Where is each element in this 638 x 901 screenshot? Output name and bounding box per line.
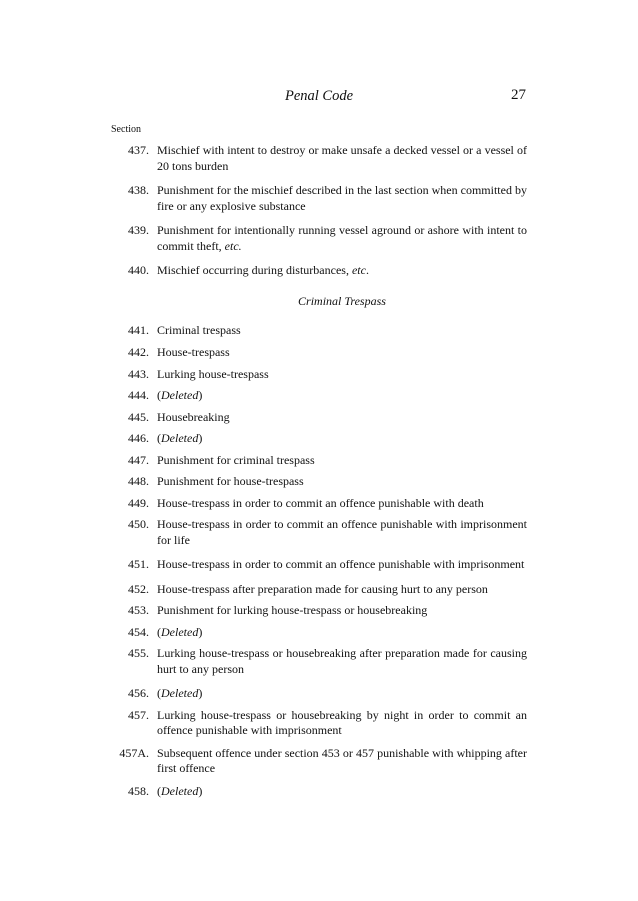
section-title: Subsequent offence under section 453 or 457 punishable with whipping after first offence: [157, 745, 527, 775]
section-number: 438.: [128, 183, 149, 197]
section-number: 440.: [128, 263, 149, 277]
section-entry: [111, 625, 527, 641]
section-title: [157, 223, 527, 254]
section-title-text: Punishment for intentionally running vessel aground or ashore with intent to commit theft,: [157, 223, 527, 253]
section-title: House-trespass in order to commit an offence punishable with imprisonment: [157, 557, 525, 571]
section-title: Criminal trespass: [157, 322, 241, 337]
section-entry: [111, 323, 527, 339]
section-number: 457.: [128, 707, 149, 722]
section-number: 455.: [128, 646, 149, 660]
page-number: 27: [511, 87, 526, 103]
section-number: 458.: [128, 783, 149, 798]
section-entry: [111, 686, 527, 702]
section-entry: [111, 646, 527, 677]
section-column-label: Section: [111, 124, 141, 135]
section-entry: [111, 223, 527, 254]
section-title: Mischief with intent to destroy or make unsafe a decked vessel or a vessel of 20 tons burden: [157, 143, 527, 173]
section-title: Lurking house-trespass or housebreaking by night in order to commit an offence punishable with imprisonment: [157, 707, 527, 737]
section-number: 439.: [128, 223, 149, 237]
section-entry: [111, 183, 527, 214]
section-title-italic: etc.: [224, 238, 242, 253]
section-number: 456.: [128, 686, 149, 700]
section-entry: [111, 474, 527, 490]
section-entry: [111, 388, 527, 404]
section-entry: [111, 453, 527, 469]
section-title: Mischief occurring during disturbances, etc.: [157, 263, 369, 277]
section-title: (Deleted): [157, 686, 203, 700]
section-number: 451.: [128, 557, 149, 571]
section-title: House-trespass after preparation made for causing hurt to any person: [157, 581, 488, 596]
section-entry: [111, 582, 527, 598]
section-entry: [111, 263, 527, 279]
section-entry: [111, 603, 527, 619]
section-number: 452.: [128, 581, 149, 596]
section-entry: [111, 431, 527, 447]
section-title: Punishment for lurking house-trespass or housebreaking: [157, 603, 428, 617]
section-entry: [111, 784, 527, 800]
section-number: 442.: [128, 345, 149, 359]
section-number: 441.: [128, 322, 149, 337]
section-list: [111, 143, 527, 799]
section-list-criminal-trespass: [111, 323, 527, 800]
section-number: 437.: [128, 143, 149, 157]
section-title-text: Mischief occurring during disturbances,: [157, 263, 349, 277]
section-number: 443.: [128, 366, 149, 381]
deleted-marker: Deleted: [161, 431, 199, 445]
running-title: Penal Code: [284, 88, 354, 104]
section-entry: [111, 410, 527, 426]
section-number: 454.: [128, 624, 149, 639]
section-number: 457A.: [119, 745, 149, 760]
deleted-marker: Deleted: [161, 783, 199, 798]
section-list-mischief: [111, 143, 527, 279]
section-number: 449.: [128, 495, 149, 510]
section-title: Punishment for house-trespass: [157, 474, 304, 488]
section-entry: [111, 367, 527, 383]
page-header: [0, 88, 638, 108]
section-entry: [111, 517, 527, 548]
deleted-marker: Deleted: [161, 686, 199, 700]
section-title: House-trespass: [157, 345, 230, 359]
section-title: (Deleted): [157, 624, 203, 639]
deleted-marker: Deleted: [161, 388, 199, 402]
section-title-italic: etc: [351, 263, 366, 277]
section-number: 446.: [128, 431, 149, 445]
section-entry: [111, 496, 527, 512]
section-title: (Deleted): [157, 431, 203, 445]
section-title: (Deleted): [157, 388, 203, 402]
section-number: 444.: [128, 388, 149, 402]
section-title: Housebreaking: [157, 409, 230, 424]
section-number: 448.: [128, 474, 149, 488]
subheading-criminal-trespass: Criminal Trespass: [298, 293, 386, 308]
section-entry: [111, 746, 527, 777]
section-entry: [111, 708, 527, 739]
deleted-marker: Deleted: [161, 624, 199, 639]
section-title: Punishment for criminal trespass: [157, 452, 315, 467]
section-number: 450.: [128, 517, 149, 531]
section-title: House-trespass in order to commit an offence punishable with imprisonment for life: [157, 517, 527, 547]
section-number: 453.: [128, 603, 149, 617]
section-entry: [111, 345, 527, 361]
section-number: 447.: [128, 452, 149, 467]
section-title: Punishment for the mischief described in the last section when committed by fire or any explosive substance: [157, 183, 527, 213]
section-title: (Deleted): [157, 783, 203, 798]
section-entry: [111, 143, 527, 174]
section-title: House-trespass in order to commit an offence punishable with death: [157, 495, 484, 510]
section-number: 445.: [128, 409, 149, 424]
section-title: Lurking house-trespass: [157, 366, 269, 381]
section-entry: [111, 557, 527, 573]
section-title: Lurking house-trespass or housebreaking after preparation made for causing hurt to any person: [157, 646, 527, 676]
